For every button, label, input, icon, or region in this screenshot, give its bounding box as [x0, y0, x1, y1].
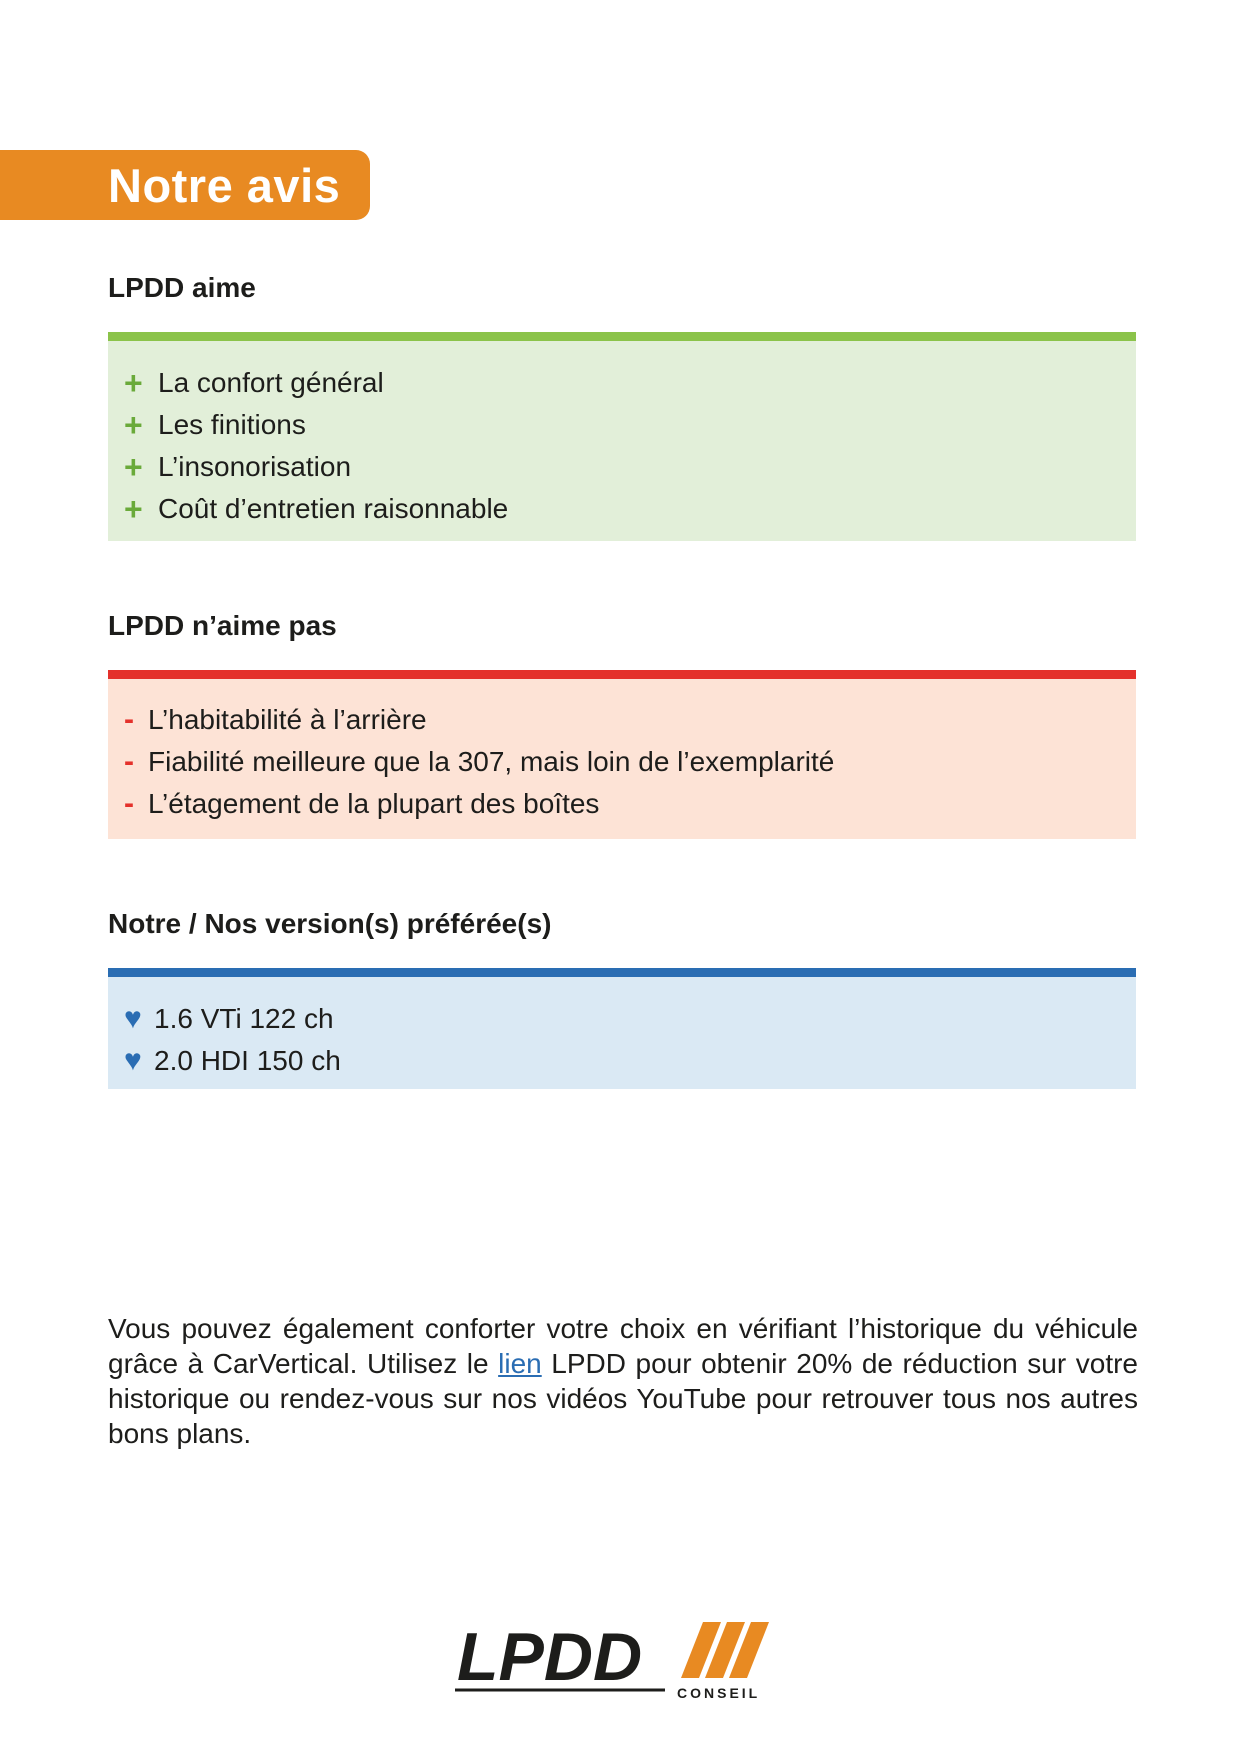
dislikes-box: [108, 670, 1136, 839]
minus-icon: -: [124, 703, 134, 736]
list-item-label: 2.0 HDI 150 ch: [154, 1045, 341, 1076]
versions-list: [124, 998, 1136, 1082]
likes-box: [108, 332, 1136, 541]
paragraph-text: LPDD pour obtenir 20% de réduction sur votre historique ou rendez-vous sur nos vidéos YouTube pour retrouver tous nos autres bons plans.: [108, 1348, 1138, 1449]
heart-icon: ♥: [124, 1044, 142, 1077]
list-item-label: Coût d’entretien raisonnable: [158, 493, 509, 524]
heart-icon: ♥: [124, 1002, 142, 1035]
list-item: [124, 362, 1136, 404]
minus-icon: -: [124, 787, 134, 820]
logo-brand-text: LPDD: [457, 1620, 643, 1695]
section-header-tab: [0, 150, 370, 220]
page-title: Notre avis: [108, 158, 341, 212]
versions-box: [108, 968, 1136, 1089]
likes-title: LPDD aime: [108, 272, 256, 303]
list-item: [124, 404, 1136, 446]
likes-list: [124, 362, 1136, 530]
list-item-label: Les finitions: [158, 409, 306, 440]
list-item-label: Fiabilité meilleure que la 307, mais loin de l’exemplarité: [148, 746, 835, 777]
paragraph-text: Vous pouvez également conforter votre choix en vérifiant l’historique du véhicule grâce à CarVertical. Utilisez le: [108, 1313, 1138, 1379]
plus-icon: +: [124, 365, 143, 401]
plus-icon: +: [124, 449, 143, 485]
list-item: [124, 699, 1136, 741]
list-item: [124, 998, 1136, 1040]
logo-sub-text: CONSEIL: [677, 1685, 761, 1701]
versions-title: Notre / Nos version(s) préférée(s): [108, 908, 552, 939]
carvertical-link[interactable]: lien: [498, 1348, 542, 1379]
lpdd-conseil-logo: [455, 1620, 795, 1704]
list-item-label: La confort général: [158, 367, 384, 398]
carvertical-paragraph: [108, 1311, 1138, 1451]
dislikes-title: LPDD n’aime pas: [108, 610, 337, 641]
minus-icon: -: [124, 745, 134, 778]
dislikes-list: [124, 699, 1136, 825]
list-item: [124, 488, 1136, 530]
list-item: [124, 783, 1136, 825]
list-item-label: L’insonorisation: [158, 451, 352, 482]
list-item-label: L’étagement de la plupart des boîtes: [148, 788, 600, 819]
list-item: [124, 446, 1136, 488]
list-item: [124, 1040, 1136, 1082]
plus-icon: +: [124, 491, 143, 527]
plus-icon: +: [124, 407, 143, 443]
list-item: [124, 741, 1136, 783]
list-item-label: 1.6 VTi 122 ch: [154, 1003, 334, 1034]
list-item-label: L’habitabilité à l’arrière: [148, 704, 427, 735]
